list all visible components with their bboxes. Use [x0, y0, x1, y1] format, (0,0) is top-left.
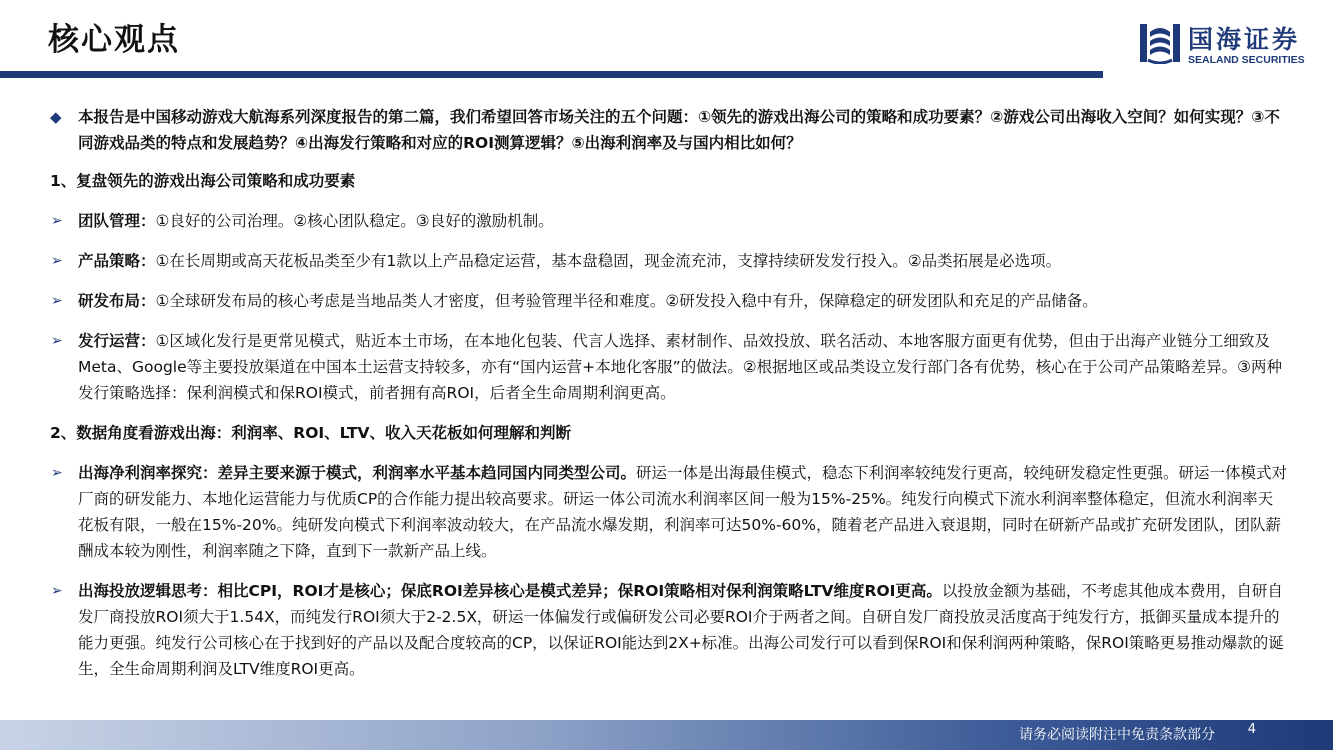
page-number: 4 — [1247, 722, 1256, 737]
list-item — [48, 248, 1288, 274]
item-label: 团队管理： — [78, 212, 156, 230]
item-label: 出海投放逻辑思考：相比CPI，ROI才是核心；保底ROI差异核心是模式差异；保ROI策略相对保利润策略LTV维度ROI更高。 — [78, 582, 942, 600]
disclaimer-link[interactable]: 请务必阅读附注中免责条款部分 — [1019, 727, 1215, 743]
item-text: ①全球研发布局的核心考虑是当地品类人才密度，但考验管理半径和难度。②研发投入稳中有升，保障稳定的研发团队和充足的产品储备。 — [155, 292, 1098, 310]
arrow-bullet-icon: ➢ — [51, 293, 63, 309]
list-item — [48, 288, 1288, 314]
intro-text: 本报告是中国移动游戏大航海系列深度报告的第二篇，我们希望回答市场关注的五个问题：①领先的游戏出海公司的策略和成功要素？②游戏公司出海收入空间？如何实现？③不同游戏品类的特点和发展趋势？④出海发行策略和对应的ROI测算逻辑？⑤出海利润率及与国内相比如何？ — [78, 108, 1280, 152]
arrow-bullet-icon: ➢ — [51, 465, 63, 481]
item-label: 研发布局： — [78, 292, 156, 310]
list-item — [48, 460, 1288, 564]
intro-block — [48, 104, 1288, 156]
title-underline-bar — [0, 71, 1103, 78]
logo-chinese-name: 国海证券 — [1188, 25, 1301, 54]
arrow-bullet-icon: ➢ — [51, 213, 63, 229]
item-text: 以投放金额为基础，不考虑其他成本费用，自研自发厂商投放ROI须大于1.54X，而纯发行ROI须大于2-2.5X，研运一体偏发行或偏研发公司必要ROI介于两者之间。自研自发厂商投放灵活度高于纯发行方，抵御买量成本提升的能力更强。纯发行公司核心在于找到好的产品以及配合度较高的CP，以保证ROI能达到2X+标准。出海公司发行可以看到保ROI和保利润两种策略，保ROI策略更易推动爆款的诞生，全生命周期利润及LTV维度ROI更高。 — [78, 582, 1284, 678]
item-label: 产品策略： — [78, 252, 156, 270]
diamond-bullet-icon: ◆ — [50, 108, 62, 126]
arrow-bullet-icon: ➢ — [51, 333, 63, 349]
section1-heading: 1、复盘领先的游戏出海公司策略和成功要素 — [50, 172, 356, 190]
item-label: 发行运营： — [78, 332, 156, 350]
item-label: 出海净利润率探究：差异主要来源于模式，利润率水平基本趋同国内同类型公司。 — [78, 464, 637, 482]
arrow-bullet-icon: ➢ — [51, 583, 63, 599]
company-logo — [1140, 20, 1330, 70]
arrow-bullet-icon: ➢ — [51, 253, 63, 269]
page-title: 核心观点 — [48, 22, 180, 58]
main-content — [48, 104, 1288, 696]
list-item — [48, 578, 1288, 682]
sealand-logo-icon — [1140, 22, 1180, 64]
item-text: 研运一体是出海最佳模式，稳态下利润率较纯发行更高，较纯研发稳定性更强。研运一体模式对厂商的研发能力、本地化运营能力与优质CP的合作能力提出较高要求。研运一体公司流水利润率区间一般为15%-25%。纯发行向模式下流水利润率整体稳定，但流水利润率天花板有限，一般在15%-20%。纯研发向模式下利润率波动较大，在产品流水爆发期，利润率可达50%-60%，随着老产品进入衰退期，同时在研新产品或扩充研发团队，团队薪酬成本较为刚性，利润率随之下降，直到下一款新产品上线。 — [78, 464, 1288, 560]
list-item — [48, 208, 1288, 234]
item-text: ①良好的公司治理。②核心团队稳定。③良好的激励机制。 — [155, 212, 554, 230]
section2-heading: 2、数据角度看游戏出海：利润率、ROI、LTV、收入天花板如何理解和判断 — [50, 424, 572, 442]
list-item — [48, 328, 1288, 406]
logo-english-name: SEALAND SECURITIES — [1188, 54, 1305, 66]
item-text: ①区域化发行是更常见模式，贴近本土市场，在本地化包装、代言人选择、素材制作、品效投放、联名活动、本地客服方面更有优势，但由于出海产业链分工细致及Meta、Google等主要投放渠道在中国本土运营支持较多，亦有“国内运营+本地化客服”的做法。②根据地区或品类设立发行部门各有优势，核心在于公司产品策略差异。③两种发行策略选择：保利润模式和保ROI模式，前者拥有高ROI，后者全生命周期利润更高。 — [78, 332, 1282, 402]
footer-bar — [0, 720, 1333, 750]
item-text: ①在长周期或高天花板品类至少有1款以上产品稳定运营，基本盘稳固，现金流充沛，支撑持续研发发行投入。②品类拓展是必选项。 — [155, 252, 1062, 270]
